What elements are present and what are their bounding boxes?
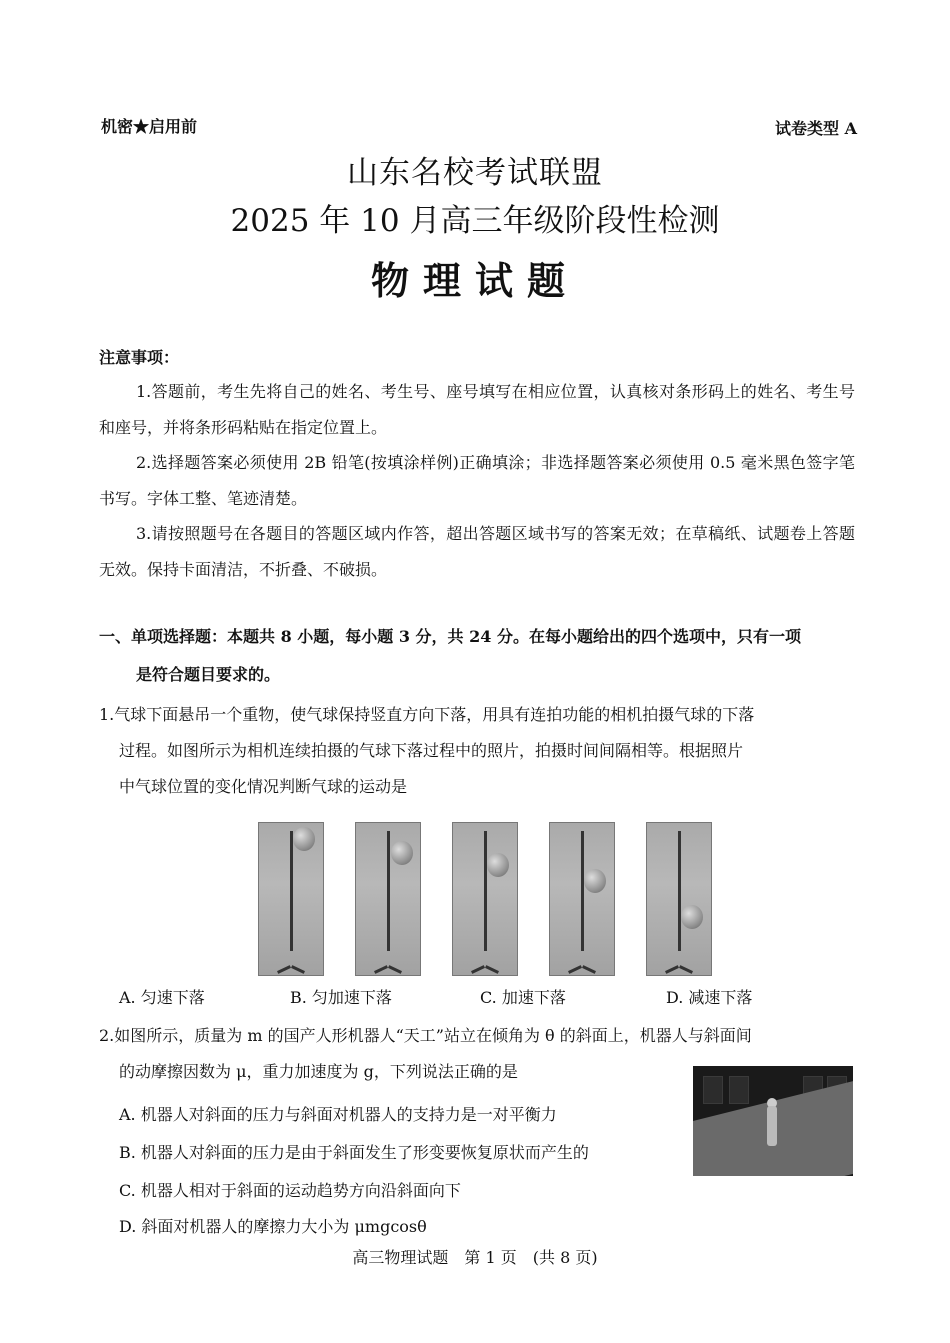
question-1-line-3: 中气球位置的变化情况判断气球的运动是 <box>119 777 408 796</box>
section-1-line-1: 一、单项选择题：本题共 8 小题，每小题 3 分，共 24 分。在每小题给出的四个选项中，只有一项 <box>99 627 801 646</box>
balloon-photo-5 <box>646 822 712 976</box>
question-1-line-2: 过程。如图所示为相机连续拍摄的气球下落过程中的照片，拍摄时间间隔相等。根据照片 <box>119 741 744 760</box>
notice-item-1: 1.答题前，考生先将自己的姓名、考生号、座号填写在相应位置，认真核对条形码上的姓名、考生号和座号，并将条形码粘贴在指定位置上。 <box>99 382 855 437</box>
q1-option-b: B. 匀加速下落 <box>290 988 392 1007</box>
q1-option-c: C. 加速下落 <box>480 988 566 1007</box>
exam-union-title: 山东名校考试联盟 <box>347 155 603 191</box>
q2-option-c: C. 机器人相对于斜面的运动趋势方向沿斜面向下 <box>119 1181 461 1200</box>
balloon-photo-4 <box>549 822 615 976</box>
q2-option-a: A. 机器人对斜面的压力与斜面对机器人的支持力是一对平衡力 <box>119 1105 557 1124</box>
q1-option-a: A. 匀速下落 <box>119 988 205 1007</box>
question-1-line-1: 1.气球下面悬吊一个重物，使气球保持竖直方向下落，用具有连拍功能的相机拍摄气球的下落 <box>99 705 755 724</box>
balloon-icon <box>681 905 703 929</box>
question-2-line-1: 2.如图所示，质量为 m 的国产人形机器人“天工”站立在倾角为 θ 的斜面上，机器人与斜面间 <box>99 1026 752 1045</box>
balloon-photo-3 <box>452 822 518 976</box>
notice-heading: 注意事项： <box>99 348 180 367</box>
balloon-icon <box>293 827 315 851</box>
confidential-label: 机密★启用前 <box>101 117 198 136</box>
question-2-line-2: 的动摩擦因数为 μ，重力加速度为 g，下列说法正确的是 <box>119 1062 518 1081</box>
question-1 <box>99 697 855 805</box>
subject-title: 物理试题 <box>370 259 579 303</box>
q2-option-b: B. 机器人对斜面的压力是由于斜面发生了形变要恢复原状而产生的 <box>119 1143 589 1162</box>
robot-on-slope-photo <box>693 1066 853 1176</box>
q2-option-d: D. 斜面对机器人的摩擦力大小为 μmgcosθ <box>119 1217 427 1236</box>
page-footer: 高三物理试题 第 1 页 (共 8 页) <box>352 1248 598 1267</box>
exam-date-title: 2025 年 10 月高三年级阶段性检测 <box>230 203 720 239</box>
balloon-icon <box>391 841 413 865</box>
q1-option-d: D. 减速下落 <box>666 988 753 1007</box>
paper-type-label: 试卷类型 A <box>775 119 857 138</box>
section-1-line-2: 是符合题目要求的。 <box>136 665 281 684</box>
notice-item-2: 2.选择题答案必须使用 2B 铅笔(按填涂样例)正确填涂；非选择题答案必须使用 0.5 毫米黑色签字笔书写。字体工整、笔迹清楚。 <box>99 453 855 508</box>
notice-item-3: 3.请按照题号在各题目的答题区域内作答，超出答题区域书写的答案无效；在草稿纸、试题卷上答题无效。保持卡面清洁，不折叠、不破损。 <box>99 524 855 579</box>
balloon-photo-1 <box>258 822 324 976</box>
section-1-heading <box>99 618 855 694</box>
balloon-icon <box>584 869 606 893</box>
balloon-photo-2 <box>355 822 421 976</box>
balloon-icon <box>487 853 509 877</box>
